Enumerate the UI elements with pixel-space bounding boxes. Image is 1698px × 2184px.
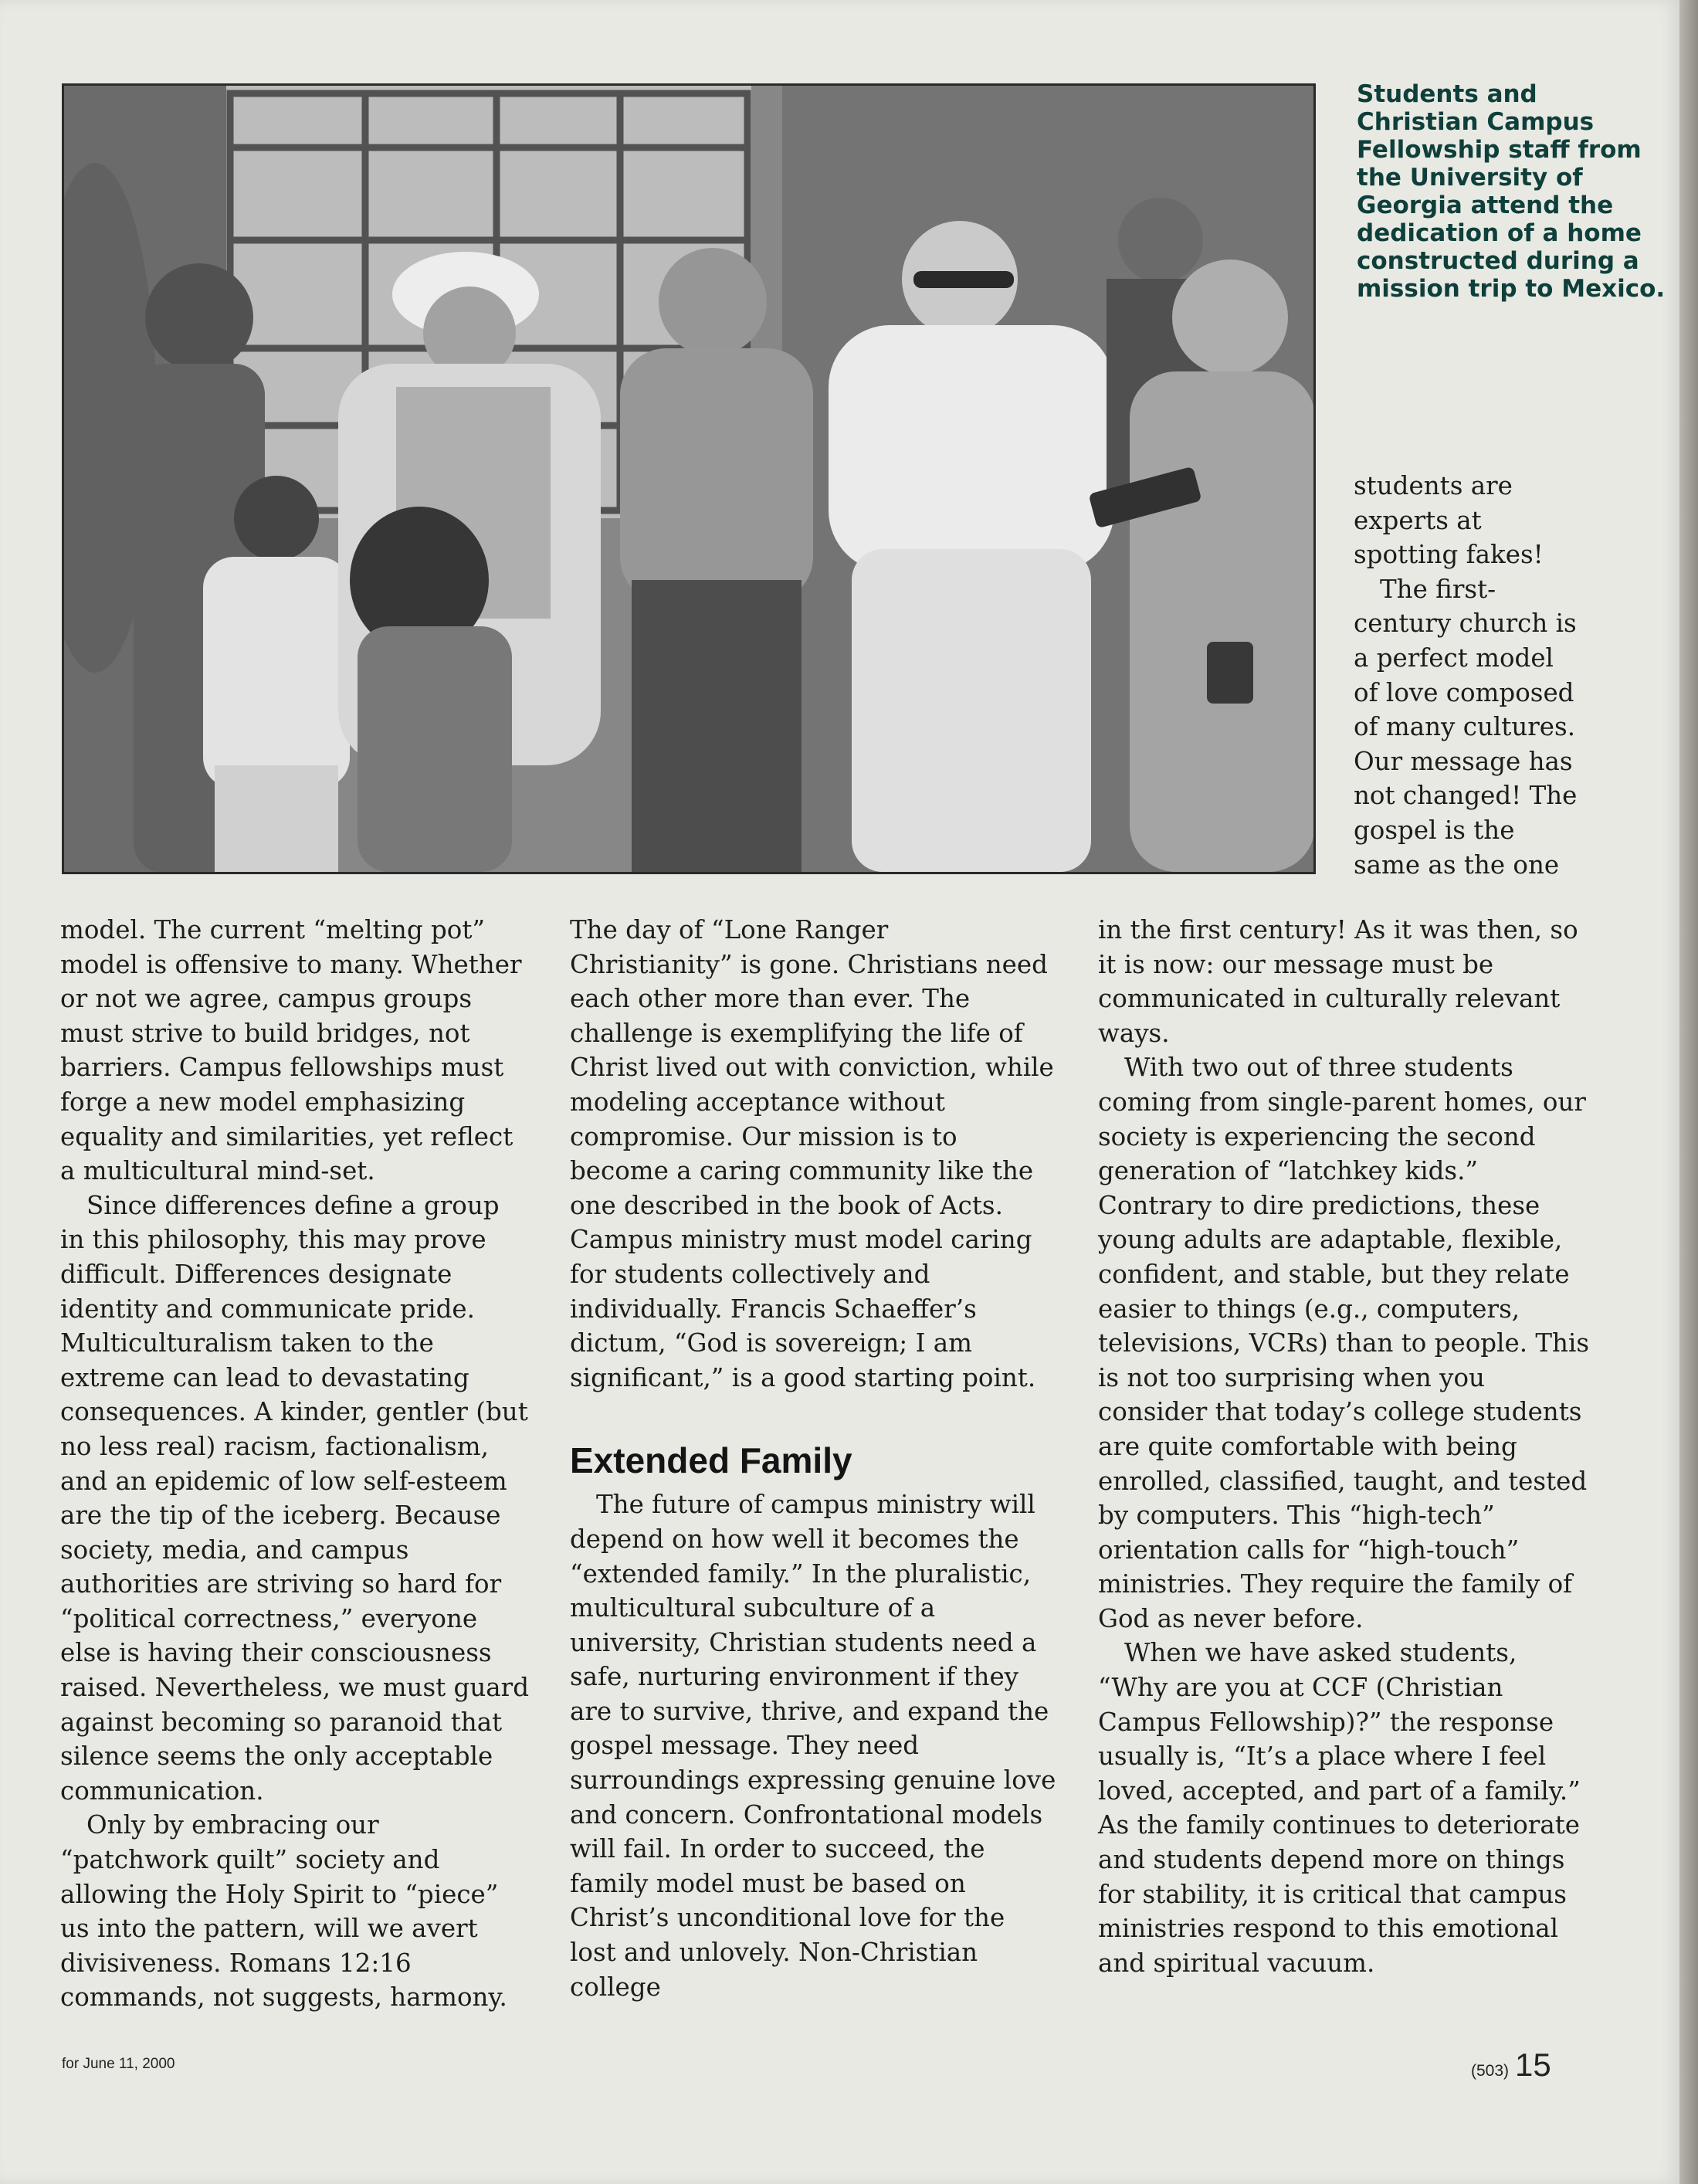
paragraph: model. The current “melting pot” model is offensive to many. Whether or not we agree, campus groups must strive to build bridges, not barriers. Campus fellowships must forge a new model emphasizing equality and similarities, yet reflect a multicultural mind-set. [60, 915, 522, 1186]
paragraph: When we have asked students, “Why are you at CCF (Christian Campus Fellowship)?” the response usually is, “It’s a place where I feel loved, accepted, and part of a family.” As the family continues to deteriorate and students depend more on things for stability, it is critical that campus ministries respond to this emotional and spiritual vacuum. [1098, 1638, 1581, 1978]
issue-date: for June 11, 2000 [62, 2056, 175, 2072]
page-code: (503) [1471, 2062, 1510, 2080]
column-3-top [1354, 469, 1585, 882]
paragraph: students are experts at spotting fakes! [1354, 471, 1544, 570]
paragraph: The day of “Lone Ranger Christianity” is gone. Christians need each other more than ever. The challenge is exemplifying the life of Christ lived out with conviction, while modeling acceptance without compromise. Our mission is to become a caring community like the one described in the book of Acts. Campus ministry must model caring for students collectively and individually. Francis Schaeffer’s dictum, “God is sovereign; I am significant,” is a good starting point. [570, 915, 1054, 1392]
column-3 [1098, 913, 1592, 1980]
page-number: 15 [1515, 2047, 1551, 2083]
paragraph: The first-century church is a perfect model of love composed of many cultures. Our message has not changed! The gospel is the same as the one [1354, 574, 1578, 880]
paragraph: Only by embracing our “patchwork quilt” society and allowing the Holy Spirit to “piece” us into the pattern, will we avert divisiveness. Romans 12:16 commands, not suggests, harmony. [60, 1810, 507, 2013]
column-1 [60, 913, 530, 2015]
paragraph: With two out of three students coming from single-parent homes, our society is experiencing the second generation of “latchkey kids.” Contrary to dire predictions, these young adults are adaptable, flexible, confident, and stable, but they relate easier to things (e.g., computers, televisions, VCRs) than to people. This is not too surprising when you consider that today’s college students are quite comfortable with being enrolled, classified, taught, and tested by computers. This “high-tech” orientation calls for “high-touch” ministries. They require the family of God as never before. [1098, 1053, 1590, 1633]
paragraph: in the first century! As it was then, so it is now: our message must be communicated in culturally relevant ways. [1098, 915, 1578, 1048]
paragraph: Since differences define a group in this philosophy, this may prove difficult. Differences designate identity and communicate pride. Multiculturalism taken to the extreme can lead to devastating consequences. A kinder, gentler (but no less real) racism, factionalism, and an epidemic of low self-esteem are the tip of the iceberg. Because society, media, and campus authorities are striving so hard for “political correctness,” everyone else is having their consciousness raised. Nevertheless, we must guard against becoming so paranoid that silence seems the only acceptable communication. [60, 1190, 530, 1806]
paragraph: The future of campus ministry will depend on how well it becomes the “extended family.” In the pluralistic, multicultural subculture of a university, Christian students need a safe, nurturing environment if they are to survive, thrive, and expand the gospel message. They need surroundings expressing genuine love and concern. Confrontational models will fail. In order to succeed, the family model must be based on Christ’s unconditional love for the lost and unlovely. Non-Christian college [570, 1490, 1056, 2002]
mission-trip-photo [62, 83, 1316, 874]
page-edge [1679, 0, 1698, 2184]
photo-icon [64, 86, 1313, 872]
section-heading: Extended Family [570, 1440, 852, 1481]
column-2 [570, 913, 1056, 2004]
page-footer [1471, 2047, 1551, 2084]
photo-caption: Students and Christian Campus Fellowship staff from the University of Georgia attend the dedication of a home constructed during a mission trip to Mexico. [1357, 80, 1666, 303]
